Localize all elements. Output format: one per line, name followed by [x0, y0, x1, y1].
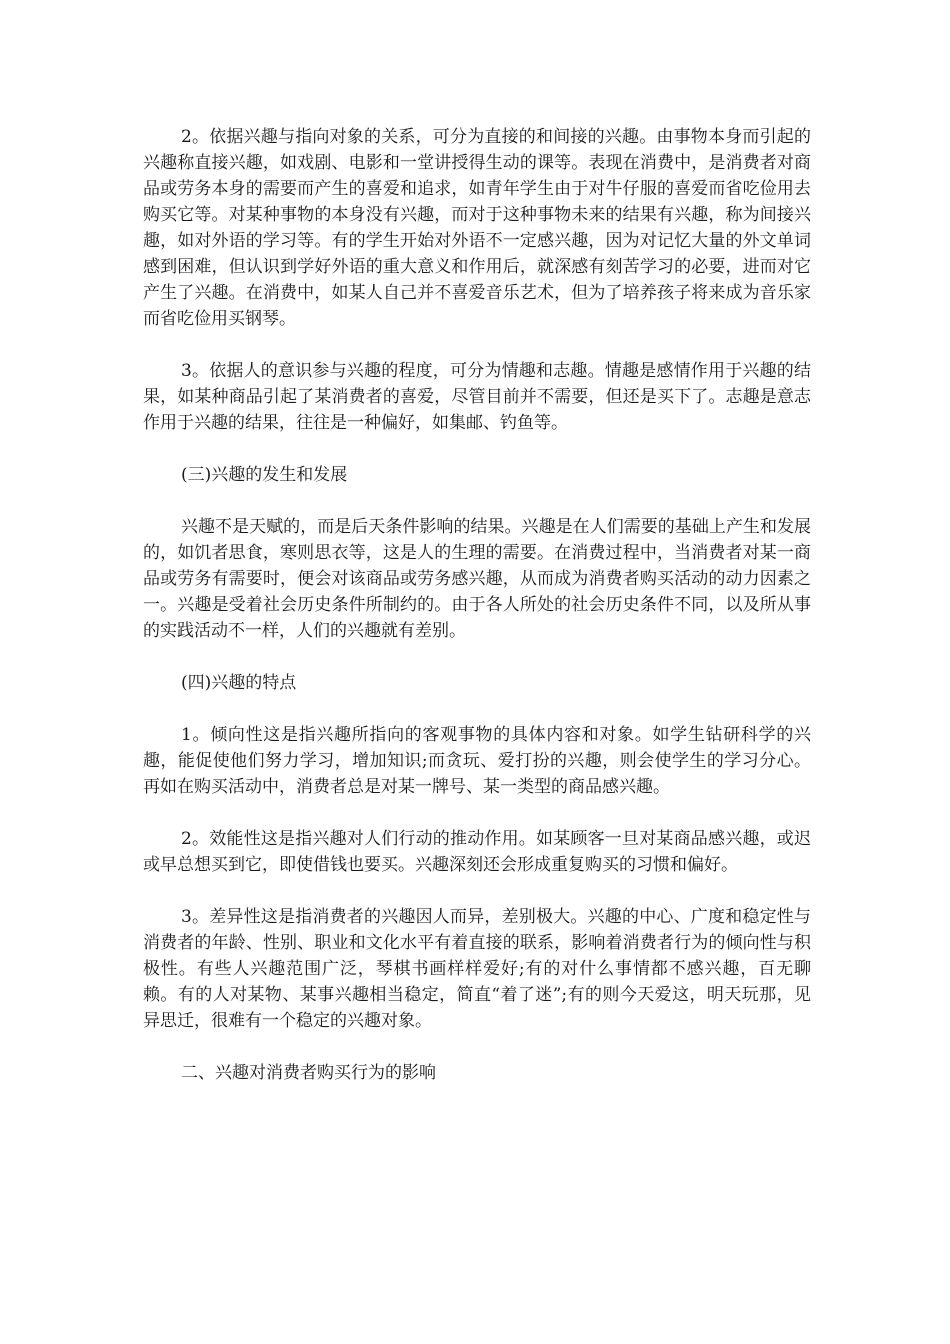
section-heading-influence: 二、兴趣对消费者购买行为的影响 [181, 1063, 436, 1083]
paragraph-interest-direct-indirect: 2。依据兴趣与指向对象的关系，可分为直接的和间接的兴趣。由事物本身而引起的兴趣称直接兴趣，如戏剧、电影和一堂讲授得生动的课等。表现在消费中，是消费者对商品或劳务本身的需要而产生的喜爱和追求，如青年学生由于对牛仔服的喜爱而省吃俭用去购买它等。对某种事物的本身没有兴趣，而对于这种事物未来的结果有兴趣，称为间接兴趣，如对外语的学习等。有的学生开始对外语不一定感兴趣，因为对记忆大量的外文单词感到困难，但认识到学好外语的重大意义和作用后，就深感有刻苦学习的必要，进而对它产生了兴趣。在消费中，如某人自己并不喜爱音乐艺术，但为了培养孩子将来成为音乐家而省吃俭用买钢琴。 [143, 127, 811, 329]
document-body [143, 124, 811, 1112]
paragraph-interest-not-innate: 兴趣不是天赋的，而是后天条件影响的结果。兴趣是在人们需要的基础上产生和发展的，如饥者思食，寒则思衣等，这是人的生理的需要。在消费过程中，当消费者对某一商品或劳务有需要时，便会对该商品或劳务感兴趣，从而成为消费者购买活动的动力因素之一。兴趣是受着社会历史条件所制约的。由于各人所处的社会历史条件不同，以及所从事的实践活动不一样，人们的兴趣就有差别。 [143, 517, 811, 641]
paragraph-efficacy: 2。效能性这是指兴趣对人们行动的推动作用。如某顾客一旦对某商品感兴趣，或迟或早总想买到它，即使借钱也要买。兴趣深刻还会形成重复购买的习惯和偏好。 [143, 829, 811, 875]
paragraph-interest-sentiment-will: 3。依据人的意识参与兴趣的程度，可分为情趣和志趣。情趣是感情作用于兴趣的结果，如某种商品引起了某消费者的喜爱，尽管目前并不需要，但还是买下了。志趣是意志作用于兴趣的结果，往往是一种偏好，如集邮、钓鱼等。 [143, 361, 811, 433]
paragraph-difference: 3。差异性这是指消费者的兴趣因人而异，差别极大。兴趣的中心、广度和稳定性与消费者的年龄、性别、职业和文化水平有着直接的联系，影响着消费者行为的倾向性与积极性。有些人兴趣范围广泛，琴棋书画样样爱好;有的对什么事情都不感兴趣，百无聊赖。有的人对某物、某事兴趣相当稳定，简直“着了迷”;有的则今天爱这，明天玩那，见异思迁，很难有一个稳定的兴趣对象。 [143, 907, 811, 1031]
section-heading-occurrence-development: (三)兴趣的发生和发展 [181, 465, 348, 485]
paragraph-tendency: 1。倾向性这是指兴趣所指向的客观事物的具体内容和对象。如学生钻研科学的兴趣，能促使他们努力学习，增加知识;而贪玩、爱打扮的兴趣，则会使学生的学习分心。再如在购买活动中，消费者总是对某一牌号、某一类型的商品感兴趣。 [143, 725, 811, 797]
section-heading-characteristics: (四)兴趣的特点 [181, 673, 297, 693]
